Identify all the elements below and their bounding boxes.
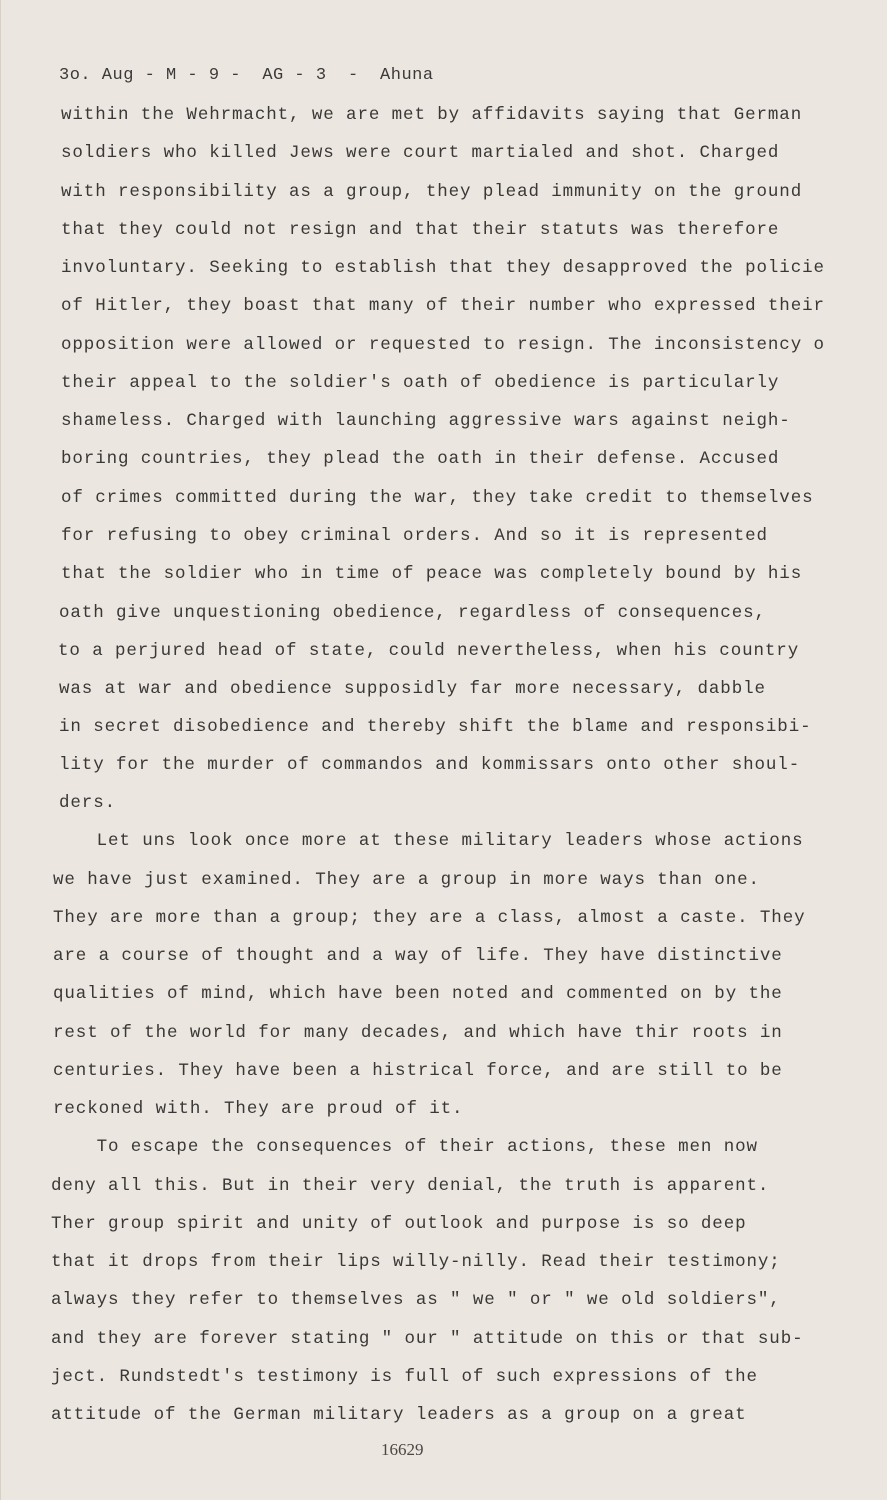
text-line: their appeal to the soldier's oath of obedience is particularly [61,373,780,393]
text-line: and they are forever stating " our " attitude on this or that sub- [51,1329,804,1349]
text-line: oath give unquestioning obedience, regardless of consequences, [59,603,766,623]
text-line: qualities of mind, which have been noted and commented on by the [53,984,783,1004]
text-line: reckoned with. They are proud of it. [53,1099,464,1119]
text-line: boring countries, they plead the oath in their defense. Accused [61,449,780,469]
text-line: lity for the murder of commandos and kommissars onto other shoul- [59,755,801,775]
text-line: centuries. They have been a histrical force, and are still to be [53,1061,783,1081]
text-line: was at war and obedience supposidly far more necessary, dabble [59,679,766,699]
text-line: To escape the consequences of their actions, these men now [51,1137,758,1157]
text-line: of crimes committed during the war, they take credit to themselves [61,488,814,508]
text-line: that they could not resign and that their statuts was therefore [61,220,780,240]
text-line: with responsibility as a group, they plead immunity on the ground [61,182,803,202]
page-number: 16629 [381,1440,424,1459]
text-line: we have just examined. They are a group in more ways than one. [53,870,760,890]
text-line: within the Wehrmacht, we are met by affidavits saying that German [61,105,803,125]
page-header: 3o. Aug - M - 9 - AG - 3 - Ahuna [59,66,434,85]
text-line: shameless. Charged with launching aggressive wars against neigh- [61,411,791,431]
text-line: ject. Rundstedt's testimony is full of such expressions of the [51,1367,758,1387]
text-line: that it drops from their lips willy-nilly. Read their testimony; [51,1252,781,1272]
text-line: They are more than a group; they are a class, almost a caste. They [53,908,806,928]
text-line: Let uns look once more at these military leaders whose actions [51,831,804,851]
text-line: that the soldier who in time of peace was completely bound by his [61,564,803,584]
text-line: attitude of the German military leaders as a group on a great [51,1405,747,1425]
text-line: are a course of thought and a way of life. They have distinctive [53,946,783,966]
text-line: deny all this. But in their very denial, the truth is apparent. [51,1176,770,1196]
text-line: soldiers who killed Jews were court martialed and shot. Charged [61,143,780,163]
text-line: rest of the world for many decades, and which have thir roots in [53,1023,783,1043]
text-line: opposition were allowed or requested to resign. The inconsistency o [61,335,825,355]
text-line: Ther group spirit and unity of outlook and purpose is so deep [51,1214,747,1234]
text-line: involuntary. Seeking to establish that they desapproved the policie [61,258,825,278]
text-line: of Hitler, they boast that many of their number who expressed their [61,296,825,316]
text-line: ders. [59,793,117,813]
text-line: in secret disobedience and thereby shift the blame and responsibi- [59,717,812,737]
text-line: always they refer to themselves as " we " or " we old soldiers", [51,1290,781,1310]
text-line: to a perjured head of state, could nevertheless, when his country [58,641,800,661]
text-line: for refusing to obey criminal orders. And so it is represented [61,526,768,546]
